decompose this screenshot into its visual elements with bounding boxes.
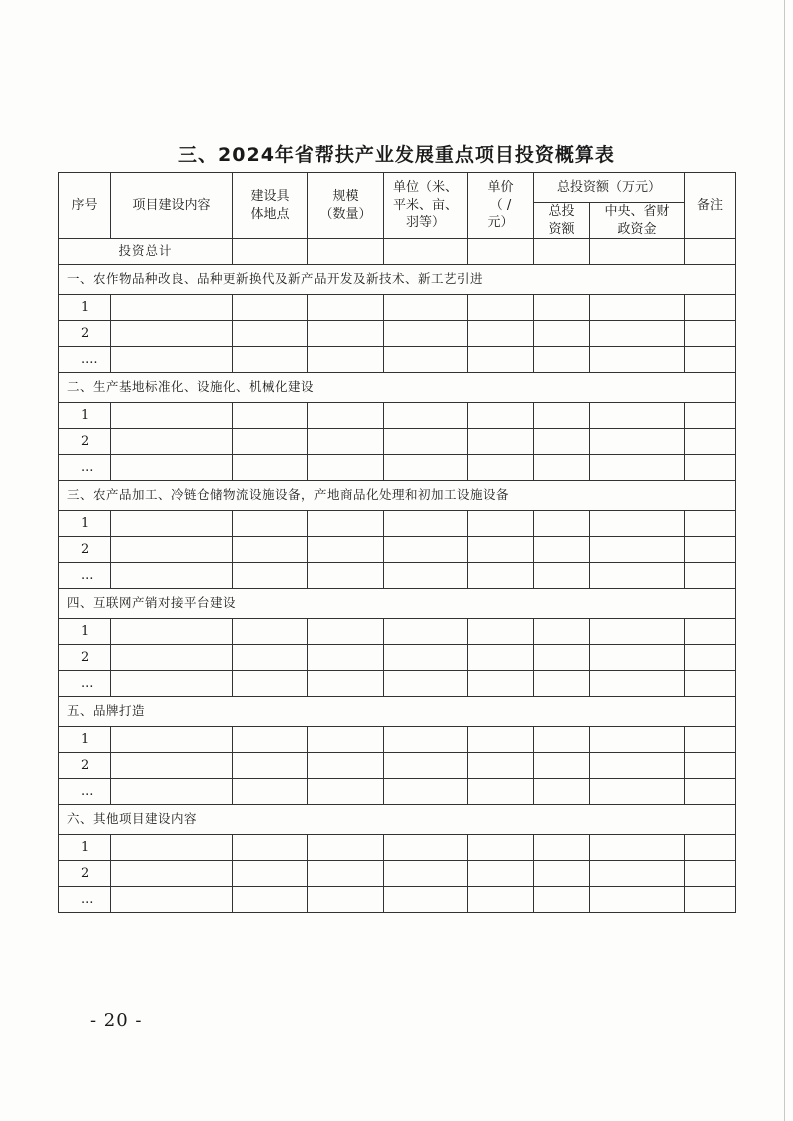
table-cell [534,537,590,563]
table-cell [233,835,308,861]
table-cell [685,321,736,347]
table-cell [685,727,736,753]
table-cell [233,861,308,887]
table-cell [233,619,308,645]
table-cell [111,779,233,805]
table-cell [111,347,233,373]
total-row [59,239,736,265]
table-cell [308,619,384,645]
investment-table [58,172,736,913]
table-cell [384,727,468,753]
table-cell [534,727,590,753]
header-price-text: 单价 （ / 元） [487,180,514,231]
table-cell [308,511,384,537]
table-cell [685,753,736,779]
header-scale [308,173,384,239]
table-cell [384,645,468,671]
row-number: 2 [59,429,111,455]
table-cell [534,295,590,321]
table-cell [111,511,233,537]
table-cell [384,563,468,589]
table-cell [111,295,233,321]
row-number: 2 [59,537,111,563]
table-row [59,671,736,697]
table-cell [468,563,534,589]
table-row [59,429,736,455]
table-row [59,403,736,429]
section-row [59,805,736,835]
table-row [59,727,736,753]
table-cell [590,753,685,779]
table-cell [468,347,534,373]
table-cell [590,511,685,537]
table-row [59,779,736,805]
table-row [59,537,736,563]
header-central-fund-text: 中央、省财 政资金 [604,204,670,237]
section-row [59,373,736,403]
table-cell [384,619,468,645]
section-title: 三、农产品加工、冷链仓储物流设施设备，产地商品化处理和初加工设施设备 [59,481,736,511]
table-cell [685,861,736,887]
table-cell [685,779,736,805]
section-row [59,589,736,619]
table-cell [233,239,308,265]
table-cell [111,645,233,671]
table-cell [384,887,468,913]
table-cell [468,455,534,481]
table-cell [590,321,685,347]
section-row [59,481,736,511]
table-cell [308,861,384,887]
table-cell [534,321,590,347]
table-cell [308,563,384,589]
table-cell [111,619,233,645]
table-cell [233,403,308,429]
table-row [59,455,736,481]
table-cell [468,727,534,753]
total-row-label: 投资总计 [59,239,233,265]
table-cell [685,239,736,265]
table-row [59,753,736,779]
table-cell [685,887,736,913]
table-cell [590,455,685,481]
table-cell [685,295,736,321]
table-cell [534,403,590,429]
table-cell [590,861,685,887]
table-cell [308,671,384,697]
row-number: ... [59,671,111,697]
table-cell [534,671,590,697]
table-cell [233,511,308,537]
table-cell [233,779,308,805]
table-row [59,835,736,861]
table-cell [685,645,736,671]
table-cell [384,753,468,779]
table-cell [468,887,534,913]
table-cell [685,511,736,537]
table-cell [590,671,685,697]
row-number: .... [59,347,111,373]
row-number: 1 [59,295,111,321]
table-cell [590,835,685,861]
table-cell [534,645,590,671]
table-cell [111,887,233,913]
table-cell [685,835,736,861]
row-number: 2 [59,753,111,779]
table-cell [534,239,590,265]
table-cell [233,295,308,321]
table-cell [590,619,685,645]
table-cell [384,835,468,861]
table-cell [308,537,384,563]
section-title: 二、生产基地标准化、设施化、机械化建设 [59,373,736,403]
table-cell [685,563,736,589]
row-number: ... [59,779,111,805]
table-cell [111,671,233,697]
table-cell [308,887,384,913]
table-cell [468,239,534,265]
table-cell [308,295,384,321]
table-cell [111,455,233,481]
table-cell [233,429,308,455]
row-number: 2 [59,861,111,887]
table-cell [384,429,468,455]
header-location [233,173,308,239]
section-title: 四、互联网产销对接平台建设 [59,589,736,619]
table-cell [308,321,384,347]
table-cell [468,753,534,779]
table-row [59,295,736,321]
table-cell [308,455,384,481]
table-row [59,645,736,671]
table-cell [233,455,308,481]
table-cell [590,645,685,671]
header-unit [384,173,468,239]
table-cell [468,645,534,671]
row-number: 1 [59,727,111,753]
header-location-text: 建设具 体地点 [250,189,290,222]
section-title: 六、其他项目建设内容 [59,805,736,835]
header-unit-text: 单位（米、 平米、亩、 羽等） [392,180,458,231]
table-cell [308,727,384,753]
table-cell [111,727,233,753]
table-cell [384,403,468,429]
header-seq: 序号 [59,173,111,239]
table-cell [468,619,534,645]
table-cell [590,429,685,455]
table-cell [468,835,534,861]
table-cell [685,347,736,373]
table-cell [111,835,233,861]
table-cell [534,619,590,645]
table-cell [590,239,685,265]
table-cell [534,861,590,887]
header-total-text: 总投 资额 [548,204,575,237]
table-cell [468,511,534,537]
table-cell [233,727,308,753]
table-cell [685,619,736,645]
table-cell [590,563,685,589]
table-cell [384,295,468,321]
row-number: 1 [59,511,111,537]
table-cell [111,429,233,455]
table-cell [233,563,308,589]
table-cell [111,537,233,563]
table-cell [308,779,384,805]
table-cell [233,645,308,671]
table-cell [590,403,685,429]
table-cell [233,753,308,779]
table-cell [468,537,534,563]
table-cell [590,779,685,805]
row-number: ... [59,887,111,913]
table-cell [384,239,468,265]
table-cell [308,429,384,455]
table-row [59,861,736,887]
table-cell [590,887,685,913]
row-number: ... [59,563,111,589]
section-row [59,265,736,295]
table-cell [384,779,468,805]
table-cell [384,511,468,537]
table-cell [111,861,233,887]
table-cell [233,321,308,347]
page-edge-line [784,0,785,1121]
section-title: 五、品牌打造 [59,697,736,727]
table-cell [308,403,384,429]
table-cell [590,347,685,373]
table-cell [468,671,534,697]
table-cell [468,403,534,429]
table-cell [111,321,233,347]
table-cell [468,779,534,805]
section-title: 一、农作物品种改良、品种更新换代及新产品开发及新技术、新工艺引进 [59,265,736,295]
header-scale-text: 规模 （数量） [319,189,372,222]
page-title: 三、2024年省帮扶产业发展重点项目投资概算表 [178,144,615,166]
table-cell [534,347,590,373]
table-cell [590,537,685,563]
row-number: 2 [59,321,111,347]
table-cell [233,671,308,697]
table-cell [685,455,736,481]
table-cell [685,429,736,455]
table-cell [534,779,590,805]
table-row [59,619,736,645]
table-cell [534,455,590,481]
table-cell [534,753,590,779]
header-content: 项目建设内容 [111,173,233,239]
table-cell [308,645,384,671]
table-cell [384,455,468,481]
table-cell [534,835,590,861]
table-row [59,511,736,537]
table-cell [233,537,308,563]
table-cell [590,295,685,321]
row-number: ... [59,455,111,481]
table-cell [468,861,534,887]
table-cell [384,537,468,563]
table-cell [384,671,468,697]
table-row [59,887,736,913]
table-row [59,347,736,373]
table-cell [384,861,468,887]
table-cell [685,403,736,429]
header-row-1 [59,173,736,203]
table-cell [233,347,308,373]
header-total-investment: 总投资额（万元） [534,173,685,203]
table-cell [233,887,308,913]
header-central-fund [590,203,685,239]
table-cell [534,887,590,913]
table-cell [468,295,534,321]
table-cell [308,753,384,779]
table-row [59,563,736,589]
table-cell [111,753,233,779]
table-cell [590,727,685,753]
table-cell [685,671,736,697]
row-number: 1 [59,619,111,645]
table-cell [384,347,468,373]
header-remark: 备注 [685,173,736,239]
row-number: 1 [59,403,111,429]
row-number: 1 [59,835,111,861]
page-number: - 20 - [90,1010,143,1031]
header-price [468,173,534,239]
table-cell [308,239,384,265]
table-cell [308,835,384,861]
table-row [59,321,736,347]
table-cell [111,563,233,589]
table-cell [534,511,590,537]
table-cell [111,403,233,429]
section-row [59,697,736,727]
table-cell [468,321,534,347]
table-cell [534,429,590,455]
table-cell [685,537,736,563]
row-number: 2 [59,645,111,671]
header-total [534,203,590,239]
table-cell [468,429,534,455]
table-cell [384,321,468,347]
table-cell [308,347,384,373]
table-cell [534,563,590,589]
